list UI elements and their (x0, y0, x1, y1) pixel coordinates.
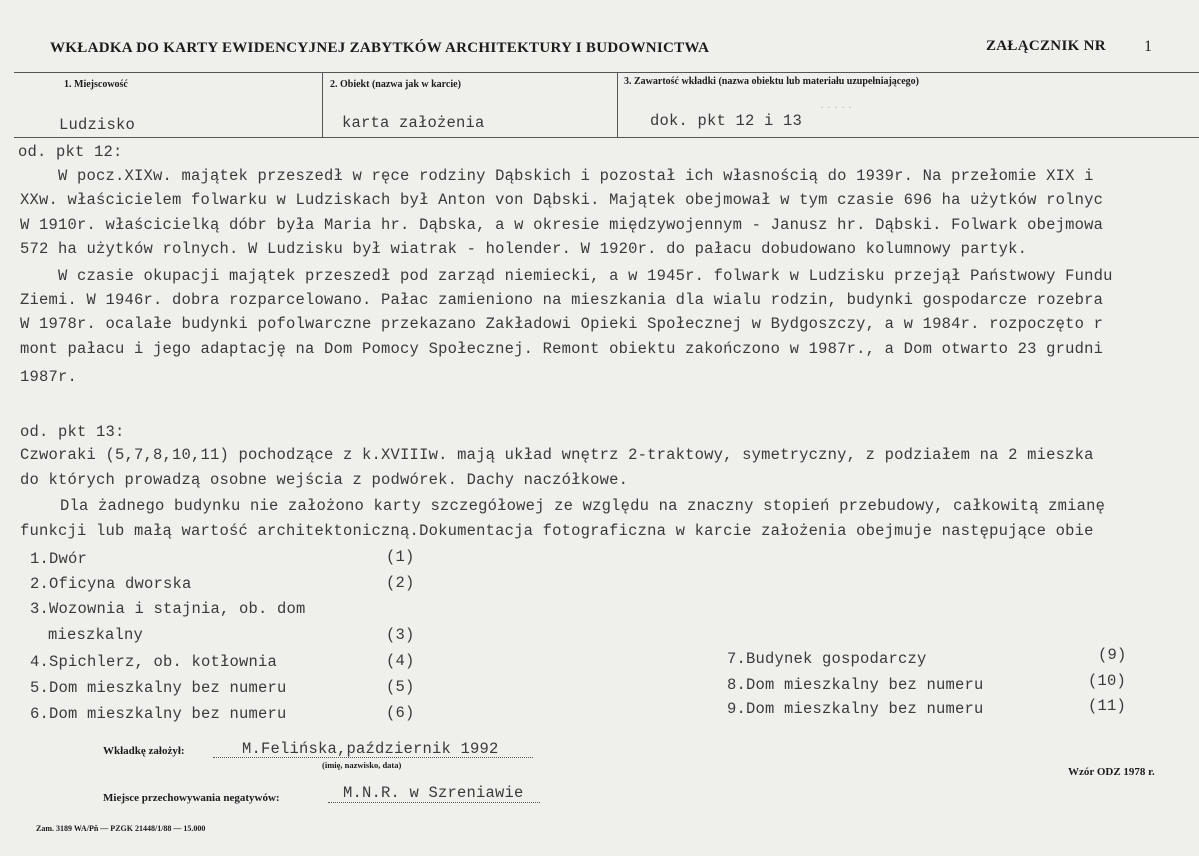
location-value: Ludzisko (59, 116, 136, 134)
building-list-ref: (9) (1098, 646, 1127, 664)
section-12-line: XXw. właścicielem folwarku w Ludziskach był Anton von Dąbski. Majątek obejmował w tym czasie 696 ha użytków rolnyc (20, 191, 1104, 209)
section-12-line: W 1978r. ocalałe budynki pofolwarczne przekazano Zakładowi Opieki Społecznej w Bydgoszczy, a w 1984r. rozpoczęto r (20, 315, 1104, 333)
section-13-line: Czworaki (5,7,8,10,11) pochodzące z k.XVIIIw. mają układ wnętrz 2-traktowy, symetryczny, z podziałem na 2 mieszka (20, 446, 1094, 464)
faint-bleed-through: · · · · · (820, 100, 852, 114)
negatives-location-value: M.N.R. w Szreniawie (343, 784, 524, 802)
created-by-value: M.Felińska,październik 1992 (242, 740, 499, 758)
content-value: dok. pkt 12 i 13 (650, 112, 803, 130)
section-13-heading: od. pkt 13: (20, 423, 125, 441)
column-heading-object: 2. Obiekt (nazwa jak w karcie) (330, 79, 461, 90)
building-list-ref: (1) (386, 548, 415, 566)
section-12-heading: od. pkt 12: (18, 143, 123, 161)
section-12-line: W pocz.XIXw. majątek przeszedł w ręce rodziny Dąbskich i pozostał ich własnością do 1939r. Na przełomie XIX i (58, 167, 1094, 185)
building-list-ref: (10) (1088, 672, 1127, 690)
form-version: Wzór ODZ 1978 r. (1068, 766, 1155, 778)
section-12-line: W 1910r. właścicielką dóbr była Maria hr. Dąbska, a w okresie międzywojennym - Janusz hr. Dąbski. Folwark obejmowa (20, 216, 1104, 234)
building-list-item: 9.Dom mieszkalny bez numeru (727, 700, 984, 718)
column-divider-2 (617, 72, 618, 137)
object-value: karta założenia (342, 114, 485, 132)
building-list-item: 6.Dom mieszkalny bez numeru (30, 705, 287, 723)
building-list-item: 4.Spichlerz, ob. kotłownia (30, 653, 278, 671)
section-12-line: Ziemi. W 1946r. dobra rozparcelowano. Pałac zamieniono na mieszkania dla wialu rodzin, budynki gospodarcze rozebra (20, 291, 1104, 309)
attachment-number: 1 (1144, 38, 1152, 55)
created-by-hint: (imię, nazwisko, data) (322, 760, 402, 770)
section-13-line: Dla żadnego budynku nie założono karty szczegółowej ze względu na znaczny stopień przebudowy, całkowitą zmianę (60, 497, 1106, 515)
header-top-rule (14, 72, 1199, 73)
negatives-location-line (328, 802, 540, 803)
building-list-ref: (5) (386, 678, 415, 696)
section-12-line: mont pałacu i jego adaptację na Dom Pomocy Społecznej. Remont obiektu zakończono w 1987r., a Dom otwarto 23 grudni (20, 340, 1104, 358)
negatives-location-label: Miejsce przechowywania negatywów: (103, 792, 280, 804)
column-heading-location: 1. Miejscowość (64, 79, 128, 90)
section-13-line: funkcji lub małą wartość architektoniczną.Dokumentacja fotograficzna w karcie założenia obejmuje następujące obie (20, 522, 1094, 540)
building-list-ref: (11) (1088, 697, 1127, 715)
section-12-line: W czasie okupacji majątek przeszedł pod zarząd niemiecki, a w 1945r. folwark w Ludzisku przejął Państwowy Fundu (58, 267, 1113, 285)
building-list-ref: (2) (386, 574, 415, 592)
column-heading-content: 3. Zawartość wkładki (nazwa obiektu lub materiału uzupełniającego) (624, 76, 920, 87)
section-13-line: do których prowadzą osobne wejścia z podwórek. Dachy naczółkowe. (20, 471, 629, 489)
column-divider-1 (322, 72, 323, 137)
print-order-note: Zam. 3189 WA/Pň — PZGK 21448/1/88 — 15.000 (36, 824, 206, 833)
building-list-item-continued: mieszkalny (48, 626, 144, 644)
building-list-item: 7.Budynek gospodarczy (727, 650, 927, 668)
building-list-ref: (3) (386, 626, 415, 644)
section-12-line: 1987r. (20, 368, 78, 386)
building-list-item: 5.Dom mieszkalny bez numeru (30, 679, 287, 697)
building-list-item: 8.Dom mieszkalny bez numeru (727, 676, 984, 694)
header-bottom-rule (14, 137, 1199, 138)
building-list-ref: (4) (386, 652, 415, 670)
building-list-item: 1.Dwór (30, 550, 88, 568)
created-by-label: Wkładkę założył: (103, 745, 185, 757)
section-12-line: 572 ha użytków rolnych. W Ludzisku był wiatrak - holender. W 1920r. do pałacu dobudowano kolumnowy partyk. (20, 240, 1028, 258)
building-list-item: 2.Oficyna dworska (30, 575, 192, 593)
attachment-label: ZAŁĄCZNIK NR (986, 38, 1106, 54)
building-list-item: 3.Wozownia i stajnia, ob. dom (30, 600, 306, 618)
building-list-ref: (6) (386, 704, 415, 722)
card-title: WKŁADKA DO KARTY EWIDENCYJNEJ ZABYTKÓW ARCHITEKTURY I BUDOWNICTWA (50, 40, 710, 56)
